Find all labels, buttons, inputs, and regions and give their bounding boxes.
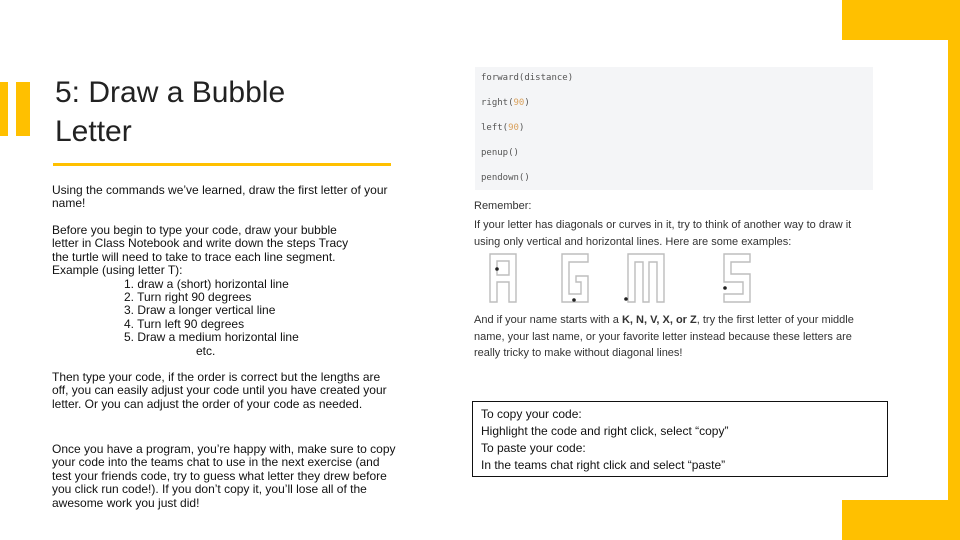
copy-reminder-paragraph: Once you have a program, you’re happy with, make sure to copy your code into the teams chat to use in the next exercise (and test your friends code, try to guess what letter they drew before you click run code!). If you don’t copy it, you’ll lose all of the awesome work you just did! (52, 442, 396, 510)
step-item: 3. Draw a longer vertical line (124, 303, 276, 318)
title-underline (53, 163, 391, 166)
note-text: , try the first letter of your middle name, your last name, or your favorite letter instead because these letters are really tricky to make without diagonal lines! (474, 314, 854, 359)
bubble-letter-m-outline (628, 254, 664, 302)
tricky-letters: K, N, V, X, or Z (621, 314, 697, 326)
copy-paste-instructions-box (472, 401, 888, 477)
turtle-start-dot (723, 286, 727, 290)
text-line: Before you begin to type your code, draw your bubble (52, 223, 337, 237)
code-example-panel (475, 67, 873, 190)
code-paren: ) (524, 98, 530, 108)
yellow-edge-right (948, 0, 960, 500)
remember-heading: Remember: (474, 200, 532, 212)
intro-paragraph: Using the commands we’ve learned, draw the first letter of your name! (52, 183, 388, 211)
accent-bar (16, 82, 30, 136)
code-line (481, 98, 530, 108)
etc-text: etc. (196, 343, 216, 358)
code-line (481, 123, 524, 133)
copy-box-line: Highlight the code and right click, select “copy” (481, 424, 729, 438)
copy-box-line: To copy your code: (481, 407, 582, 421)
bubble-letter-examples (488, 252, 758, 304)
tricky-letters-note (474, 312, 874, 362)
bubble-letter-g-outline (562, 254, 588, 302)
code-paren: ) (518, 123, 525, 133)
bubble-letter-a-outline (490, 254, 516, 302)
turtle-start-dot (624, 297, 628, 301)
code-number: 90 (508, 123, 519, 133)
turtle-start-dot (572, 298, 576, 302)
text-line: the turtle will need to take to trace each line segment. (52, 249, 336, 264)
step-item: 4. Turn left 90 degrees (124, 316, 245, 331)
text-line: letter in Class Notebook and write down the steps Tracy (52, 236, 349, 251)
instructions-block (52, 224, 397, 358)
adjust-paragraph: Then type your code, if the order is correct but the lengths are off, you can easily adjust your code until you have created your letter. Or you can adjust the order of your code as needed. (52, 370, 387, 411)
copy-box-line: In the teams chat right click and select “paste” (481, 458, 726, 472)
code-line: pendown() (481, 173, 530, 183)
accent-bar (0, 82, 8, 136)
title-line: 5: Draw a Bubble (55, 76, 286, 109)
code-function: left( (481, 123, 509, 133)
remember-text: If your letter has diagonals or curves in it, try to think of another way to draw it using only vertical and horizontal lines. Here are some examples: (474, 219, 852, 248)
yellow-corner-top (842, 0, 960, 40)
text-line: Example (using letter T): (52, 263, 183, 278)
title-line: Letter (55, 115, 132, 148)
step-item: 1. draw a (short) horizontal line (124, 276, 289, 291)
step-item: 2. Turn right 90 degrees (124, 290, 252, 305)
code-line: penup() (481, 148, 519, 158)
note-text: And if your name starts with a (474, 314, 622, 326)
yellow-corner-bottom (842, 500, 960, 540)
code-line: forward(distance) (481, 73, 574, 83)
code-number: 90 (513, 98, 525, 108)
step-item: 5. Draw a medium horizontal line (124, 330, 299, 345)
bubble-letter-s-outline (724, 254, 750, 302)
turtle-start-dot (495, 267, 499, 271)
copy-box-line: To paste your code: (481, 441, 586, 455)
page-title (55, 73, 395, 151)
code-function: right( (481, 98, 514, 108)
